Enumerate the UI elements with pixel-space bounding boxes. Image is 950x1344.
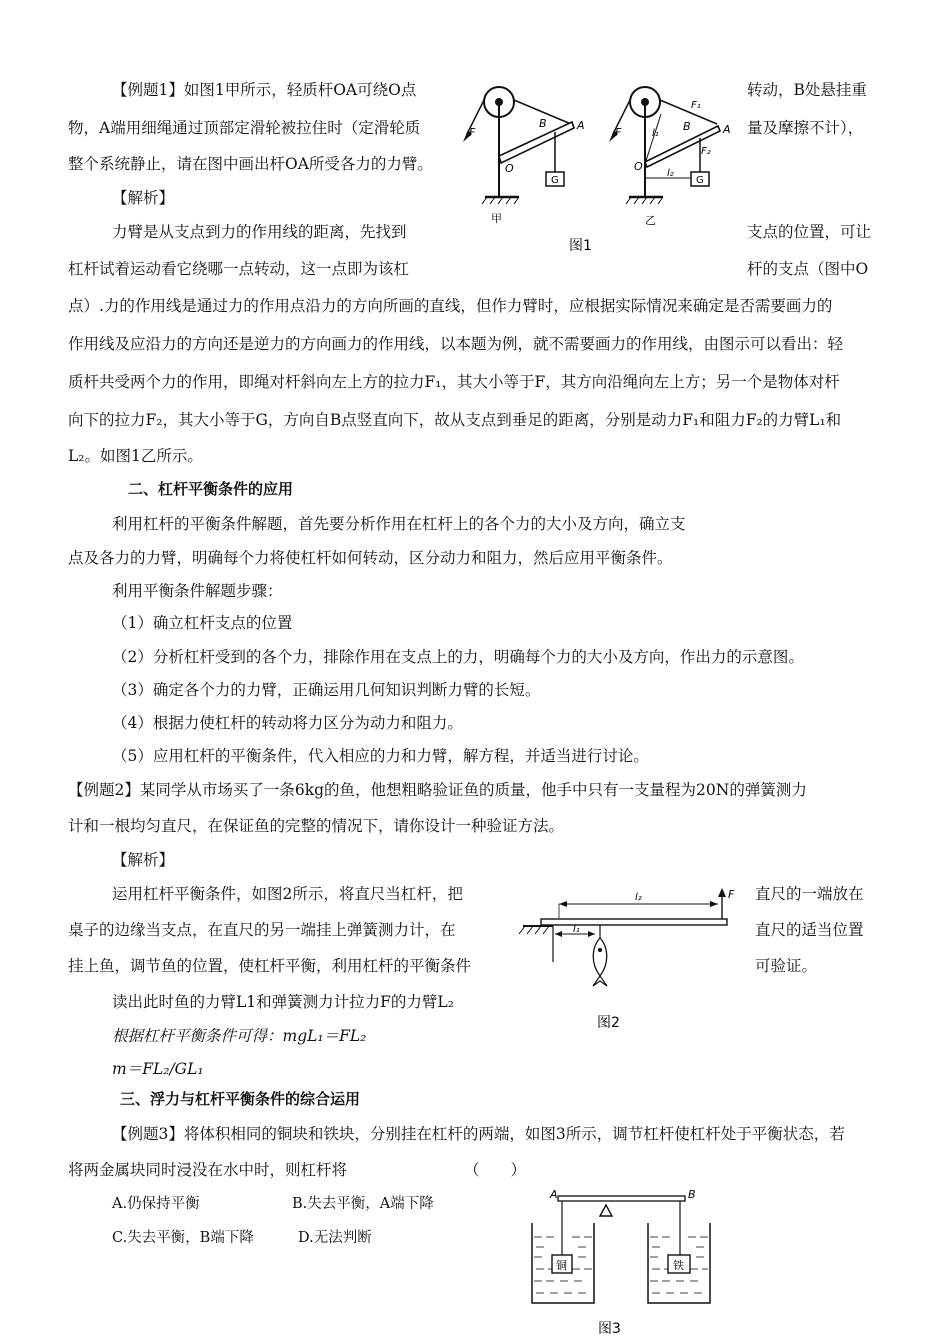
figure2-l2: l₂: [635, 892, 642, 903]
figure1-caption: 图1: [569, 238, 592, 254]
figure1-yi-F2: F₂: [701, 146, 711, 157]
example2-line1: 【例题2】某同学从市场买了一条6kg的鱼，他想粗略验证鱼的质量，他手中只有一支量程为20N的弹簧测力: [68, 781, 807, 799]
figure1-yi-A: A: [723, 123, 731, 136]
example2-line2: 计和一根均匀直尺，在保证鱼的完整的情况下，请你设计一种验证方法。: [68, 817, 565, 835]
figure1-yi-l1: l₁: [652, 128, 659, 139]
figure1-yi-F1: F₁: [691, 100, 701, 111]
example3-bracket: （ ）: [464, 1161, 527, 1179]
example3-q2: 将两金属块同时浸没在水中时，则杠杆将: [68, 1161, 348, 1179]
figure1-jia-F: F: [469, 126, 476, 139]
figure3-label-B: B: [688, 1188, 696, 1201]
example2-a1-right: 直尺的一端放在: [755, 885, 864, 903]
example3-option-b: B.失去平衡，A端下降: [292, 1196, 434, 1212]
section2-step3: （3）确定各个力的力臂，正确运用几何知识判断力臂的长短。: [112, 681, 541, 699]
figure3-copper-block: 铜: [556, 1259, 567, 1272]
example1-line3: 整个系统静止，请在图中画出杆OA所受各力的力臂。: [68, 155, 433, 173]
figure3-diagram: [532, 1196, 710, 1303]
section2-heading: 二、杠杆平衡条件的应用: [128, 480, 294, 498]
figure3-iron-block: 铁: [673, 1259, 684, 1272]
section3-heading: 三、浮力与杠杆平衡条件的综合运用: [120, 1090, 361, 1108]
figure1-yi-B: B: [683, 120, 691, 133]
section2-step2: （2）分析杠杆受到的各个力，排除作用在支点上的力，明确每个力的大小及方向，作出力的示意图。: [112, 648, 804, 666]
figure2-F: F: [728, 888, 735, 901]
figure2-l2-arrow-left: [559, 901, 567, 907]
figure1-yi-O: O: [634, 160, 643, 173]
figure2-diagram: [519, 896, 727, 986]
figure1: [455, 72, 740, 257]
section2-p2: 点及各力的力臂，明确每个力将使杠杆如何转动，区分动力和阻力，然后应用平衡条件。: [68, 549, 673, 567]
example1-para7: L₂。如图1乙所示。: [68, 447, 203, 465]
section2-step4: （4）根据力使杠杆的转动将力区分为动力和阻力。: [112, 714, 463, 732]
example3-option-d: D.无法判断: [298, 1230, 372, 1246]
example1-line2-right: 量及摩擦不计），: [747, 119, 864, 137]
example2-a5: 根据杠杆平衡条件可得：mgL₁＝FL₂: [112, 1027, 367, 1045]
figure3-caption: 图3: [598, 1321, 621, 1337]
example2-a1-left: 运用杠杆平衡条件，如图2所示，将直尺当杠杆，把: [112, 885, 463, 903]
figure1-label-yi: 乙: [645, 214, 656, 227]
example2-a3-left: 挂上鱼，调节鱼的位置，使杠杆平衡，利用杠杆的平衡条件: [68, 957, 472, 975]
example1-para4: 作用线及应沿力的方向还是逆力的方向画力的作用线，以本题为例，就不需要画力的作用线，由图示可以看出：轻: [68, 335, 844, 353]
example1-line1-left: 【例题1】如图1甲所示，轻质杆OA可绕O点: [112, 81, 417, 99]
example1-para5: 质杆共受两个力的作用，即绳对杆斜向左上方的拉力F₁，其大小等于F，其方向沿绳向左上方；另一个是物体对杆: [68, 373, 840, 391]
figure2: [515, 882, 747, 1034]
example1-analysis-heading: 【解析】: [112, 189, 175, 207]
section2-step1: （1）确立杠杆支点的位置: [112, 614, 293, 632]
example2-a3-right: 可验证。: [755, 957, 818, 975]
figure1-jia-G: G: [551, 175, 559, 186]
figure1-jia-O: O: [505, 162, 514, 175]
example1-line2-left: 物，A端用细绳通过顶部定滑轮被拉住时（定滑轮质: [68, 119, 421, 137]
example1-line1-right: 转动，B处悬挂重: [747, 81, 867, 99]
example3-q1: 【例题3】将体积相同的铜块和铁块，分别挂在杠杆的两端，如图3所示，调节杠杆使杠杆处于平衡状态，若: [112, 1125, 845, 1143]
figure2-force-arrow: [718, 888, 726, 897]
figure2-caption: 图2: [597, 1015, 620, 1031]
figure3-label-A: A: [550, 1188, 558, 1201]
figure2-l1: l₁: [573, 924, 580, 935]
section2-steps-title: 利用平衡条件解题步骤：: [112, 582, 283, 600]
figure1-yi-l2: l₂: [667, 168, 674, 179]
section2-p1: 利用杠杆的平衡条件解题，首先要分析作用在杠杆上的各个力的大小及方向，确立支: [112, 515, 686, 533]
example1-para2-right: 杆的支点（图中O: [747, 260, 869, 278]
example1-para1-left: 力臂是从支点到力的作用线的距离，先找到: [112, 223, 407, 241]
example2-a6: m＝FL₂/GL₁: [112, 1060, 204, 1078]
figure3: [520, 1185, 720, 1344]
figure1-jia-B: B: [539, 117, 547, 130]
example1-para2-left: 杠杆试着运动看它绕哪一点转动，这一点即为该杠: [68, 260, 410, 278]
example2-a2-left: 桌子的边缘当支点，在直尺的另一端挂上弹簧测力计，在: [68, 921, 456, 939]
figure1-label-jia: 甲: [491, 212, 502, 225]
example3-option-c: C.失去平衡，B端下降: [112, 1230, 254, 1246]
figure1-yi-G: G: [696, 175, 704, 186]
example1-para6: 向下的拉力F₂，其大小等于G，方向自B点竖直向下，故从支点到垂足的距离，分别是动力F₁和阻力F₂的力臂L₁和: [68, 411, 842, 429]
figure2-l2-arrow-right: [710, 901, 718, 907]
figure1-jia-diagram: [467, 87, 574, 204]
figure1-jia-A: A: [577, 119, 585, 132]
figure1-yi-F: F: [615, 126, 622, 139]
example2-analysis-heading: 【解析】: [112, 851, 175, 869]
figure2-l1-arrow-right: [588, 931, 595, 937]
example1-para3: 点）.力的作用线是通过力的作用点沿力的方向所画的直线，但作力臂时，应根据实际情况来确定是否需要画力的: [68, 297, 833, 315]
example1-para1-right: 支点的位置，可让: [747, 223, 872, 241]
example3-option-a: A.仍保持平衡: [112, 1196, 200, 1212]
section2-step5: （5）应用杠杆的平衡条件，代入相应的力和力臂，解方程，并适当进行讨论。: [112, 747, 649, 765]
example2-a4: 读出此时鱼的力臂L1和弹簧测力计拉力F的力臂L₂: [112, 993, 454, 1011]
example2-a2-right: 直尺的适当位置: [755, 921, 864, 939]
figure2-l1-arrow-left: [555, 931, 562, 937]
